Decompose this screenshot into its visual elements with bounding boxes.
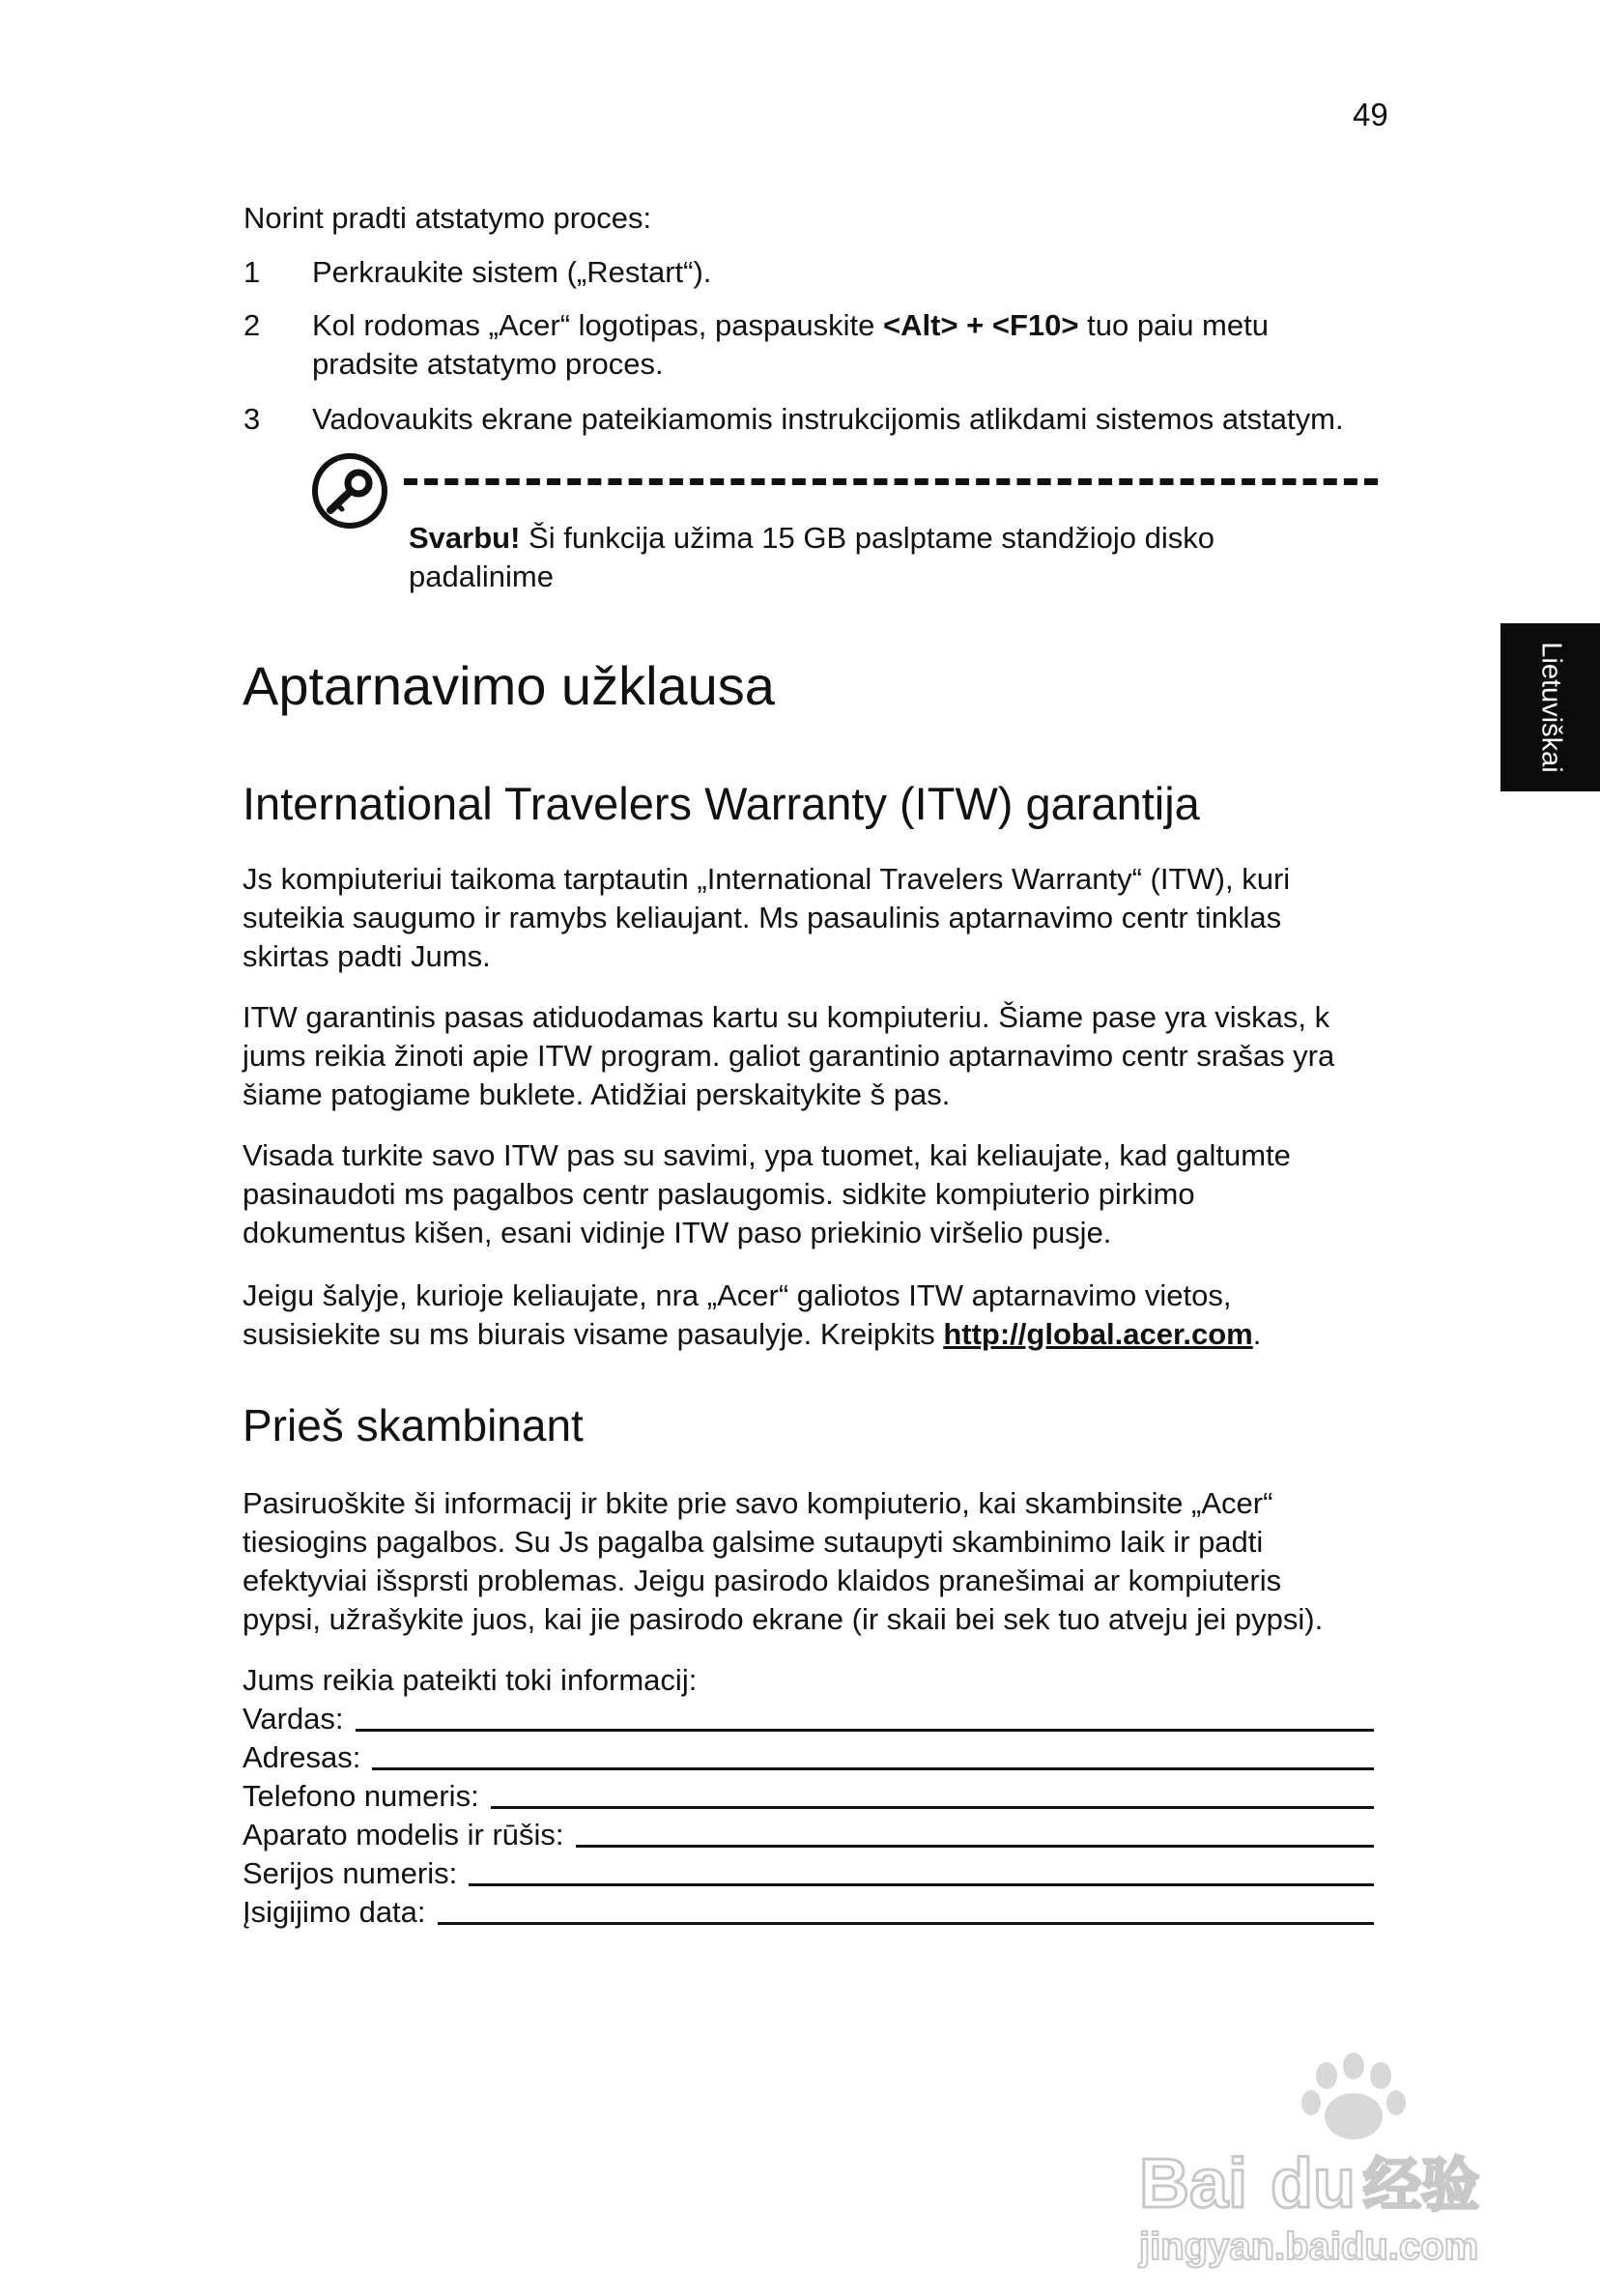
acer-website-link[interactable]: http://global.acer.com [943, 1317, 1253, 1351]
paragraph-text: susisiekite su ms biurais visame pasaulyje. Kreipkits [243, 1317, 944, 1351]
subsection-heading-before-call: Prieš skambinant [243, 1400, 584, 1450]
form-label: Adresas: [243, 1740, 361, 1774]
blank-line [491, 1806, 1374, 1809]
paragraph-line: skirtas padti Jums. [243, 939, 491, 973]
baidu-watermark [1126, 2037, 1512, 2279]
paragraph-line: Jeigu šalyje, kurioje keliaujate, nra „Acer“ galiotos ITW aptarnavimo vietos, [243, 1278, 1232, 1312]
key-combo: <Alt> + <F10> [883, 308, 1079, 342]
form-label: Serijos numeris: [243, 1856, 458, 1890]
form-intro: Jums reikia pateikti toki informacij: [243, 1663, 698, 1697]
contact-paragraph [243, 1277, 1261, 1354]
watermark-url: jingyan.baidu.com [1139, 2225, 1479, 2268]
paragraph-line: ITW garantinis pasas atiduodamas kartu su kompiuteriu. Šiame pase yra viskas, k [243, 1000, 1330, 1034]
step-number: 3 [243, 402, 261, 436]
paragraph-line: suteikia saugumo ir ramybs keliaujant. Ms pasaulinis aptarnavimo centr tinklas [243, 901, 1282, 934]
paragraph [243, 998, 1334, 1114]
form-field-phone [243, 1777, 1374, 1816]
section-heading: Aptarnavimo užklausa [243, 655, 775, 716]
paragraph-text: . [1252, 1317, 1262, 1351]
paragraph-line: jums reikia žinoti apie ITW program. galiot garantinio aptarnavimo centr srašas yra [243, 1039, 1335, 1073]
form-label: Telefono numeris: [243, 1779, 479, 1813]
watermark-brand-suffix: du [1271, 2145, 1356, 2223]
important-note [409, 519, 1214, 558]
blank-line [469, 1883, 1374, 1886]
form-field-model [243, 1816, 1374, 1854]
note-text: Ši funkcija užima 15 GB paslptame standžiojo disko [520, 521, 1214, 555]
language-label: Lietuviškai [1535, 642, 1566, 773]
step-text-continued: pradsite atstatymo proces. [312, 347, 664, 381]
blank-line [372, 1767, 1374, 1770]
form-label: Aparato modelis ir rūšis: [243, 1818, 564, 1851]
subsection-heading-itw: International Travelers Warranty (ITW) garantija [243, 778, 1200, 829]
paw-logo-icon [1301, 2052, 1406, 2139]
form-label: Įsigijimo data: [243, 1895, 426, 1929]
blank-line [576, 1845, 1374, 1848]
note-label: Svarbu! [409, 521, 521, 555]
key-icon [309, 450, 390, 531]
paragraph-line: šiame patogiame buklete. Atidžiai perskaitykite š pas. [243, 1077, 951, 1111]
step-number: 2 [243, 308, 261, 342]
paragraph-line: Visada turkite savo ITW pas su savimi, ypa tuomet, kai keliaujate, kad galtumte [243, 1138, 1291, 1172]
paragraph [243, 1484, 1323, 1639]
paragraph-line: pasinaudoti ms pagalbos centr paslaugomis. sidkite kompiuterio pirkimo [243, 1177, 1195, 1211]
paragraph-line: Js kompiuteriui taikoma tarptautin „International Travelers Warranty“ (ITW), kuri [243, 862, 1291, 896]
blank-line [356, 1729, 1374, 1732]
form-field-address [243, 1738, 1374, 1777]
paragraph-line: Pasiruoškite ši informacij ir bkite prie savo kompiuterio, kai skambinsite „Acer“ [243, 1486, 1273, 1520]
step-text-part: tuo paiu metu [1078, 308, 1269, 342]
form-label: Vardas: [243, 1702, 344, 1736]
form-field-serial [243, 1854, 1374, 1893]
paragraph-line: tiesiogins pagalbos. Su Js pagalba galsime sutaupyti skambinimo laik ir padti [243, 1525, 1264, 1559]
paragraph [243, 860, 1290, 976]
important-note-continued: padalinime [409, 560, 554, 593]
paragraph-line [243, 1315, 1261, 1354]
step-text-part: Kol rodomas „Acer“ logotipas, paspauskite [312, 308, 884, 342]
paragraph-line: efektyviai išsprsti problemas. Jeigu pasirodo klaidos pranešimai ar kompiuteris [243, 1564, 1282, 1597]
paragraph-line: pypsi, užrašykite juos, kai jie pasirodo ekrane (ir skaii bei sek tuo atveju jei pypsi). [243, 1602, 1324, 1636]
note-divider [404, 478, 1378, 485]
watermark-cn: 经验 [1363, 2152, 1479, 2220]
form-field-name [243, 1700, 1374, 1738]
step-number: 1 [243, 255, 261, 289]
info-form [243, 1700, 1374, 1932]
form-field-purchase-date [243, 1893, 1374, 1932]
step-text: Perkraukite sistem („Restart“). [312, 255, 712, 289]
paragraph-line: dokumentus kišen, esani vidinje ITW paso priekinio viršelio pusje. [243, 1216, 1112, 1249]
step-text: Vadovaukits ekrane pateikiamomis instrukcijomis atlikdami sistemos atstatym. [312, 402, 1344, 436]
step-text [312, 306, 1269, 345]
paragraph [243, 1136, 1291, 1252]
watermark-brand: Bai [1139, 2145, 1248, 2223]
page-number: 49 [1353, 97, 1388, 132]
language-side-tab [1500, 623, 1600, 791]
recovery-intro: Norint pradti atstatymo proces: [243, 201, 652, 235]
blank-line [438, 1922, 1374, 1925]
